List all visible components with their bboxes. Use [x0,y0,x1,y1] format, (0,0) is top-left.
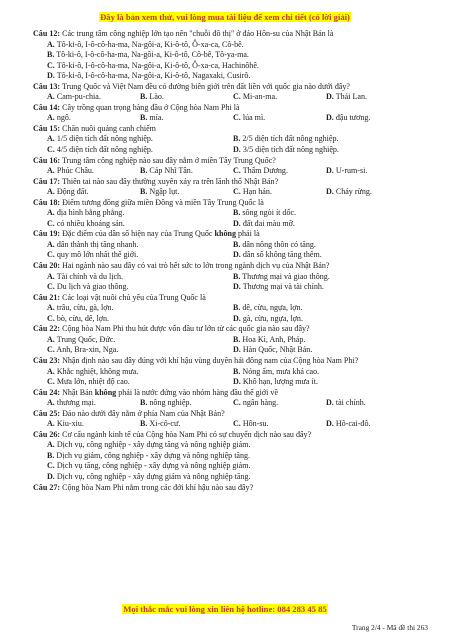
option-text: Dịch vụ giảm, công nghiệp - xây dựng và nông nghiệp tăng. [56,450,251,460]
option-text: Lào. [149,92,164,102]
question [33,261,433,272]
question [33,82,433,93]
answer-option [47,187,140,198]
option-text: Dịch vụ, công nghiệp - xây dựng tăng và nông nghiệp giảm. [56,440,251,450]
option-letter: C. [233,113,241,123]
options-row [33,219,433,230]
option-text: Hô-cai-đô. [335,419,371,429]
option-letter: B. [233,366,241,376]
hotline-banner [0,604,450,614]
question [33,124,433,135]
option-letter: B. [233,271,241,281]
question-number: Câu 14: [33,102,61,112]
option-text: Mi-an-ma. [242,92,278,102]
option-text: dân nông thôn có tăng. [242,239,316,249]
question-text: Trung Quốc và Việt Nam đều có đường biên giới trên đất liền với quốc gia nào dưới đây? [61,81,351,91]
answer-option [47,303,233,314]
answer-option [233,345,419,356]
option-letter: D. [233,250,241,260]
options-row [33,282,433,293]
option-text: Khô hạn, lượng mưa ít. [242,377,318,387]
answer-option [233,419,326,430]
answer-option [47,282,233,293]
option-text: 2/5 diện tích đất nông nghiệp. [242,134,339,144]
answer-option [326,398,419,409]
answer-option [326,113,419,124]
option-text: Phúc Châu. [56,166,94,176]
answer-option [140,398,233,409]
option-letter: D. [326,166,334,176]
question-number: Câu 19: [33,229,61,239]
answer-option [47,208,233,219]
answer-option [47,367,233,378]
option-letter: B. [140,166,148,176]
option-text: Tô-ki-ô, I-ô-cô-ha-ma, Na-gôi-a, Ki-ô-tô, Cô-bê, Tô-ya-ma. [56,50,249,60]
option-letter: A. [47,208,55,218]
answer-option [47,398,140,409]
option-letter: D. [326,113,334,123]
question [33,177,433,188]
option-letter: B. [140,419,148,429]
option-text: Tô-ki-ô, I-ô-cô-ha-ma, Na-gôi-a, Ki-ô-tô, Ô-xa-ca, Hachinôhê. [56,60,259,70]
answer-option [233,134,419,145]
option-text: ngân hàng. [242,398,279,408]
option-letter: D. [326,187,334,197]
answer-option [33,61,433,72]
option-letter: D. [326,398,334,408]
option-text: Thẩm Dương. [242,166,288,176]
question-text: Đảo nào dưới đây nằm ở phía Nam của Nhật Bản? [62,408,225,418]
option-text: 1/5 diện tích đất nông nghiệp. [56,134,153,144]
option-letter: C. [233,92,241,102]
question [33,388,433,399]
option-letter: C. [47,313,55,323]
answer-option [140,187,233,198]
question [33,103,433,114]
option-letter: B. [233,303,241,313]
option-letter: A. [47,398,55,408]
options-row [33,240,433,251]
option-text: Thương mại và tài chính. [242,282,324,292]
answer-option [47,345,233,356]
answer-option [33,472,433,483]
option-text: Dịch vụ, công nghiệp - xây dựng giảm và nông nghiệp tăng. [56,471,251,481]
answer-option [47,219,233,230]
option-text: dân thành thị tăng nhanh. [56,239,139,249]
option-text: 4/5 diện tích đất nông nghiệp. [56,145,153,155]
answer-option [140,166,233,177]
option-letter: B. [233,134,241,144]
option-text: ngô. [56,113,71,123]
option-letter: A. [47,366,55,376]
option-text: Du lịch và giao thông. [56,282,129,292]
option-letter: B. [233,208,241,218]
option-letter: A. [47,187,55,197]
option-letter: B. [140,398,148,408]
option-letter: B. [140,92,148,102]
question [33,29,433,40]
option-letter: A. [47,92,55,102]
option-letter: C. [47,250,55,260]
option-letter: D. [326,92,334,102]
preview-notice-banner [0,12,450,22]
question [33,483,433,494]
option-letter: A. [47,39,55,49]
option-letter: A. [47,334,55,344]
question [33,198,433,209]
options-row [33,134,433,145]
option-letter: D. [233,313,241,323]
option-letter: A. [47,271,55,281]
option-letter: B. [140,187,148,197]
answer-option [233,272,419,283]
question-number: Câu 23: [33,355,61,365]
option-text: Động đất. [56,187,89,197]
answer-option [233,282,419,293]
options-row [33,92,433,103]
answer-option [47,272,233,283]
answer-option [47,250,233,261]
question-text: Các trung tâm công nghiệp lớn tạo nên "chuỗi đô thị" ở đảo Hôn-su của Nhật Bản là [62,29,334,38]
option-letter: C. [233,419,241,429]
options-row [33,345,433,356]
option-letter: C. [47,282,55,292]
question-list [33,29,433,493]
option-text: Thương mại và giao thông. [242,271,330,281]
options-row [33,113,433,124]
option-letter: D. [326,419,334,429]
question-number: Câu 13: [33,81,61,91]
option-letter: C. [233,166,241,176]
option-text: Tài chính và du lịch. [56,271,124,281]
answer-option [47,134,233,145]
option-text: thương mại. [56,398,96,408]
answer-option [233,303,419,314]
question [33,324,433,335]
option-letter: D. [47,471,55,481]
answer-option [33,71,433,82]
options-row [33,303,433,314]
option-letter: B. [140,113,148,123]
option-letter: C. [47,145,55,155]
option-text: nông nghiệp. [149,398,192,408]
answer-option [33,451,433,462]
answer-option [233,240,419,251]
answer-option [233,367,419,378]
preview-notice-text: Đây là bản xem thử, vui lòng mua tài liệu để xem chi tiết (có lời giải) [100,12,350,22]
option-text: Hàn Quốc, Nhật Bản. [242,345,313,355]
answer-option [233,250,419,261]
options-row [33,398,433,409]
answer-option [233,377,419,388]
question-text: Đặc điểm của dân số hiện nay của Trung Quốc [62,229,215,239]
question-number: Câu 21: [33,292,61,302]
answer-option [326,166,419,177]
option-text: dân số không tăng thêm. [242,250,322,260]
answer-option [233,208,419,219]
answer-option [233,187,326,198]
answer-option [326,92,419,103]
options-row [33,208,433,219]
option-letter: C. [47,377,55,387]
question-text: Thiên tai nào sau đây thường xuyên xảy ra trên lãnh thổ Nhật Bản? [61,176,279,186]
answer-option [33,461,433,472]
question-text: phải là nước đứng vào nhóm hàng đầu thế giới về [116,387,279,397]
question-number: Câu 20: [33,261,61,271]
option-letter: A. [47,440,55,450]
option-text: đất đai màu mỡ. [242,218,295,228]
option-letter: C. [233,398,241,408]
option-letter: A. [47,166,55,176]
question [33,156,433,167]
question-text: Nhật Bản [62,387,95,397]
option-text: 3/5 diện tích đất nông nghiệp. [242,145,339,155]
answer-option [233,398,326,409]
answer-option [47,377,233,388]
question-text: Chăn nuôi quảng canh chiếm [62,123,156,133]
options-row [33,314,433,325]
option-text: Ngập lụt. [149,187,180,197]
option-text: Cam-pu-chia. [56,92,101,102]
question-number: Câu 16: [33,155,61,165]
question-text: Hai ngành nào sau đây có vai trò hết sức to lớn trong ngành dịch vụ của Nhật Bản? [62,261,330,271]
answer-option [33,40,433,51]
option-text: Tô-ki-ô, I-ô-cô-ha-ma, Na-gôi-a, Ki-ô-tô, Ô-xa-ca, Cô-bê. [56,39,244,49]
option-letter: D. [233,218,241,228]
answer-option [47,419,140,430]
answer-option [33,440,433,451]
option-letter: C. [47,461,55,471]
option-letter: A. [47,113,55,123]
page-footer: Trang 2/4 - Mã đề thi 263 [351,623,428,632]
question-text: Trung tâm công nghiệp nào sau đây nằm ở miền Tây Trung Quốc? [61,155,276,165]
answer-option [233,219,419,230]
option-letter: B. [233,239,241,249]
option-letter: D. [233,145,241,155]
option-text: Trung Quốc, Đức. [56,334,116,344]
hotline-text: Mọi thắc mắc vui lòng xin liên hệ hotline: 084 283 45 85 [123,604,327,614]
answer-option [33,50,433,61]
answer-option [47,314,233,325]
answer-option [47,113,140,124]
answer-option [47,240,233,251]
options-row [33,166,433,177]
option-text: Anh, Bra-xin, Nga. [56,345,119,355]
option-letter: C. [47,218,55,228]
question-text: Cộng hòa Nam Phi nằm trong các đới khí hậu nào sau đây? [62,482,254,492]
question-number: Câu 25: [33,408,61,418]
option-text: mía. [149,113,164,123]
question-text: Cộng hòa Nam Phi thu hút được vốn đầu tư lớn từ các quốc gia nào sau đây? [62,324,310,334]
answer-option [233,145,419,156]
option-text: trâu, cừu, gà, lợn. [56,303,114,313]
question-number: Câu 26: [33,429,61,439]
option-text: Tô-ki-ô, I-ô-cô-ha-ma, Na-gôi-a, Ki-ô-tô, Nagaxaki, Cusirô. [56,71,251,81]
question-number: Câu 17: [33,176,61,186]
question-text: phải là [235,229,260,239]
question-number: Câu 15: [33,123,61,133]
option-letter: D. [233,282,241,292]
option-letter: D. [47,71,55,81]
answer-option [233,166,326,177]
question [33,430,433,441]
options-row [33,272,433,283]
answer-option [47,166,140,177]
answer-option [233,314,419,325]
answer-option [47,335,233,346]
option-letter: B. [47,450,55,460]
answer-option [140,92,233,103]
option-letter: A. [47,134,55,144]
answer-option [233,92,326,103]
option-text: Mưa lớn, nhiệt độ cao. [56,377,130,387]
option-text: Hôn-su. [242,419,269,429]
option-text: Dịch vụ tăng, công nghiệp - xây dựng và nông nghiệp giảm. [56,461,251,471]
question-text: Nhận định nào sau đây đúng với khí hậu vùng duyên hải đông nam của Cộng hòa Nam Phi? [62,355,359,365]
answer-option [47,92,140,103]
question [33,356,433,367]
answer-option [140,419,233,430]
option-text: Khắc nghiệt, không mưa. [56,366,139,376]
option-text: Hoa Kì, Anh, Pháp. [242,334,306,344]
option-letter: A. [47,303,55,313]
question [33,229,433,240]
option-text: gà, cừu, ngựa, lợn. [242,313,303,323]
options-row [33,377,433,388]
options-row [33,419,433,430]
option-text: Cáp Nhĩ Tân. [149,166,193,176]
option-text: đậu tương. [335,113,371,123]
option-text: dê, cừu, ngựa, lợn. [242,303,303,313]
option-text: Cháy rừng. [335,187,372,197]
answer-option [233,113,326,124]
option-text: có nhiều khoáng sản. [56,218,125,228]
option-text: Hạn hán. [242,187,272,197]
option-letter: C. [47,60,55,70]
question-number: Câu 22: [33,324,61,334]
option-text: tài chính. [335,398,366,408]
question-text: Cây trồng quan trọng hàng đầu ở Cộng hòa Nam Phi là [62,102,240,112]
option-letter: B. [47,50,55,60]
answer-option [47,145,233,156]
question-emphasis: không [214,229,236,239]
option-text: lúa mì. [242,113,266,123]
options-row [33,187,433,198]
question-text: Điểm tương đồng giữa miền Đông và miền Tây Trung Quốc là [62,197,264,207]
question-text: Cơ cấu ngành kinh tế của Cộng hòa Nam Phi có sự chuyển dịch nào sau đây? [62,429,312,439]
option-text: U-rum-si. [335,166,368,176]
option-text: Nóng ẩm, mưa khá cao. [242,366,320,376]
option-letter: A. [47,239,55,249]
question-number: Câu 18: [33,197,61,207]
option-letter: C. [233,187,241,197]
answer-option [140,113,233,124]
option-text: quy mô lớn nhất thế giới. [56,250,139,260]
option-letter: D. [233,345,241,355]
option-letter: A. [47,419,55,429]
option-letter: B. [233,334,241,344]
option-text: sông ngòi ít dốc. [242,208,297,218]
question [33,293,433,304]
options-row [33,367,433,378]
option-text: bò, cừu, dê, lợn. [56,313,110,323]
question-number: Câu 24: [33,387,61,397]
option-text: địa hình bằng phẳng. [56,208,125,218]
question-number: Câu 12: [33,29,61,38]
question-text: Các loại vật nuôi chủ yếu của Trung Quốc là [62,292,206,302]
options-row [33,145,433,156]
option-text: Xi-cô-cư. [149,419,181,429]
answer-option [326,419,419,430]
option-text: Thái Lan. [335,92,367,102]
answer-option [326,187,419,198]
option-letter: C. [47,345,55,355]
option-letter: D. [233,377,241,387]
option-text: Kiu-xiu. [56,419,84,429]
question-emphasis: không [94,387,117,397]
options-row [33,335,433,346]
options-row [33,250,433,261]
question [33,409,433,420]
answer-option [233,335,419,346]
question-number: Câu 27: [33,482,61,492]
